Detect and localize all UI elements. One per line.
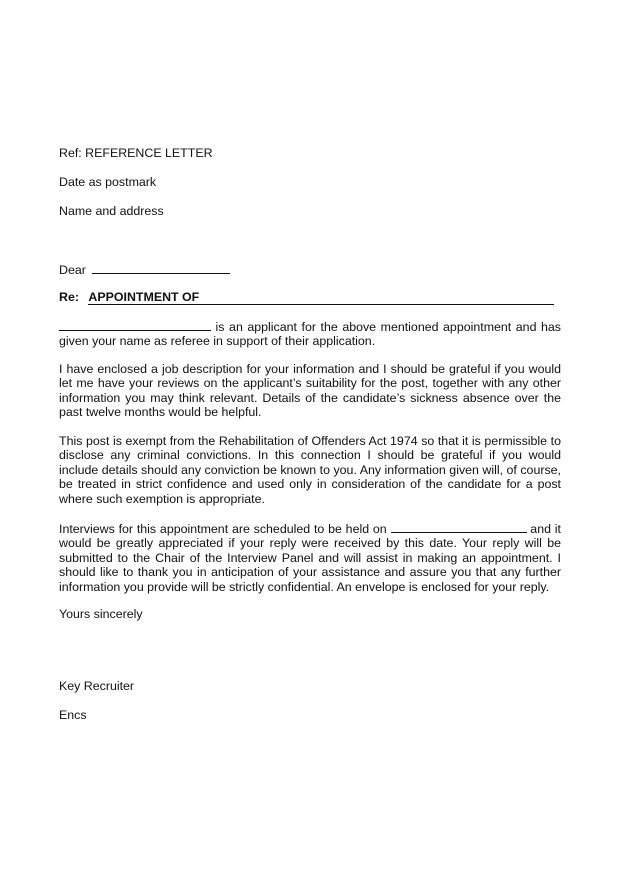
signatory-line: Key Recruiter — [59, 679, 135, 693]
salutation-line — [59, 262, 230, 277]
paragraph-applicant — [59, 319, 561, 349]
paragraph-interviews-text-after: and it would be greatly appreciated if your reply were received by this date. Your reply will be submitted to the Chair of the Interview Panel and will assist in making an appointment. I should like to thank you in anticipation of your assistance and assure you that any further information you provide will be strictly confidential. An envelope is enclosed for your reply. — [59, 522, 561, 594]
enclosures-line: Encs — [59, 708, 87, 722]
name-address-line: Name and address — [59, 204, 164, 218]
subject-appointment[interactable]: APPOINTMENT OF — [88, 291, 554, 305]
paragraph-interviews — [59, 521, 561, 594]
subject-line — [59, 290, 554, 305]
recipient-name-blank[interactable] — [92, 262, 230, 274]
applicant-name-blank[interactable] — [59, 319, 211, 331]
paragraph-applicant-text: is an applicant for the above mentioned appointment and has given your name as referee in support of their application. — [59, 320, 561, 349]
paragraph-rehabilitation-act: This post is exempt from the Rehabilitation of Offenders Act 1974 so that it is permissible to disclose any criminal convictions. In this connection I should be grateful if you would include details should any conviction be known to you. Any information given will, of course, be treated in strict confidence and used only in consideration of the candidate for a post where such exemption is appropriate. — [59, 434, 561, 506]
closing-line: Yours sincerely — [59, 607, 143, 621]
salutation-text: Dear — [59, 263, 86, 277]
paragraph-job-description: I have enclosed a job description for your information and I should be grateful if you would let me have your reviews on the applicant’s suitability for the post, together with any other information you may think relevant. Details of the candidate’s sickness absence over the past twelve months would be helpful. — [59, 362, 561, 420]
paragraph-interviews-text-before: Interviews for this appointment are scheduled to be held on — [59, 522, 391, 536]
reference-line: Ref: REFERENCE LETTER — [59, 146, 213, 160]
date-line: Date as postmark — [59, 175, 157, 189]
interview-date-blank[interactable] — [391, 521, 527, 533]
subject-label: Re: — [59, 290, 79, 304]
